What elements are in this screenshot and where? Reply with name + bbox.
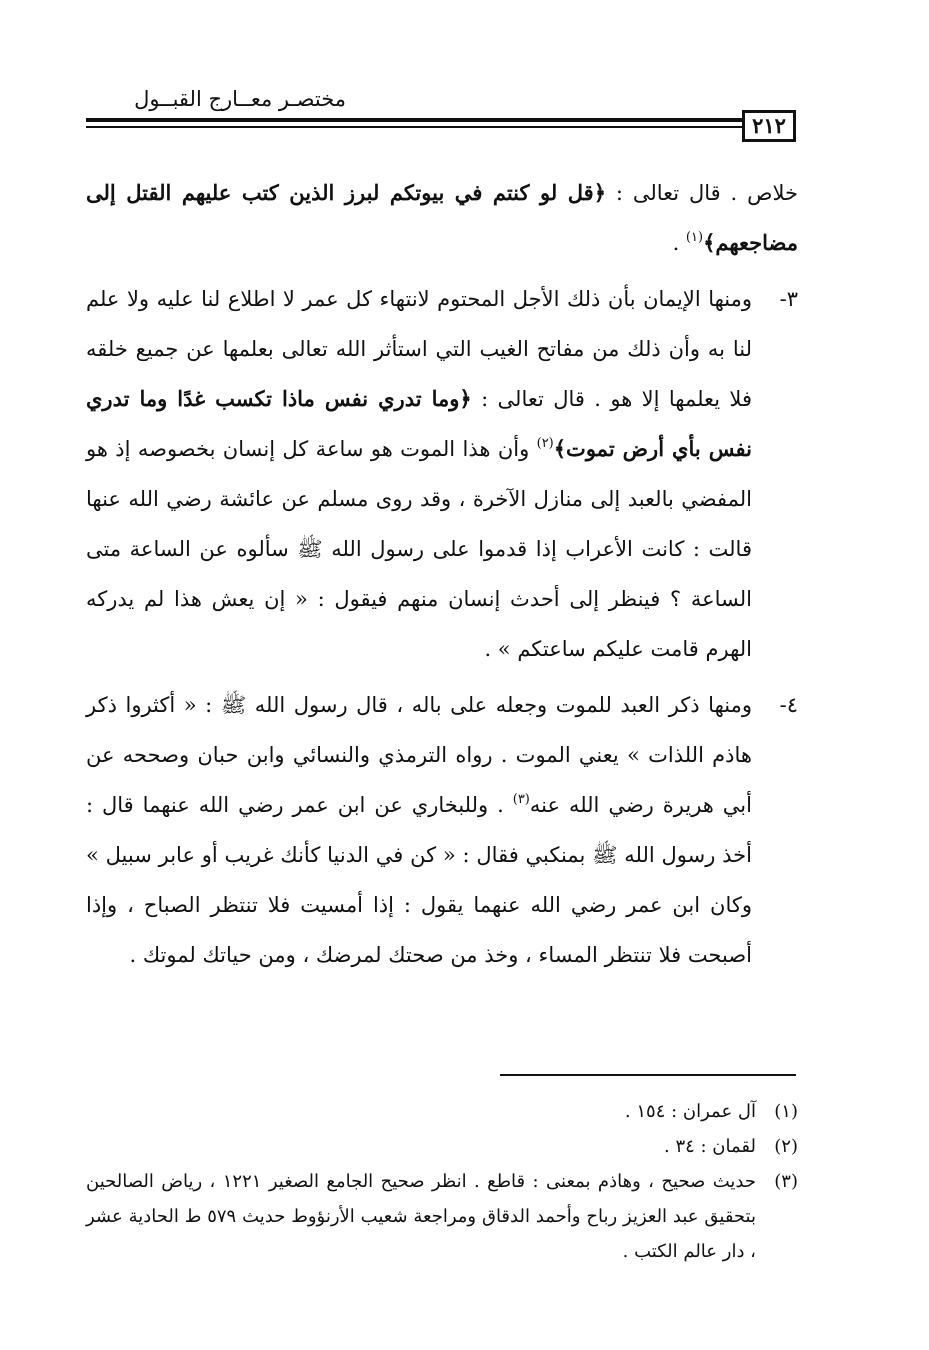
footnote-text: حديث صحيح ، وهاذم بمعنى : قاطع . انظر صحيح الجامع الصغير ١٢٢١ ، رياض الصالحين بتحقيق عبد العزيز رباح وأحمد الدقاق ومراجعة شعيب الأرنؤوط حديث ٥٧٩ ط الحادية عشر ، دار عالم الكتب . xyxy=(86,1171,756,1262)
list-item-4 xyxy=(86,680,798,980)
item-text: وأن هذا الموت هو ساعة كل إنسان بخصوصه إذ هو المفضي بالعبد إلى منازل الآخرة ، وقد روى مسلم عن عائشة رضي الله عنها قالت : كانت الأعراب إذا قدموا على رسول الله ﷺ سألوه عن الساعة متى الساعة ؟ فينظر إلى أحدث إنسان منهم فيقول : « إن يعش هذا لم يدركه الهرم قامت عليكم ساعتكم » . xyxy=(86,437,752,661)
footnote-ref: (٣) xyxy=(512,792,530,807)
footnote-3 xyxy=(86,1164,798,1269)
footnote-ref: (١) xyxy=(685,230,704,245)
footnote-number: (٢) xyxy=(774,1136,798,1157)
list-item-3 xyxy=(86,274,798,674)
item-text: ومنها الإيمان بأن ذلك الأجل المحتوم لانتهاء كل عمر لا اطلاع لنا عليه ولا علم لنا به وأن ذلك من مفاتح الغيب التي استأثر الله تعالى بعلمها عن جميع خلقه فلا يعلمها إلا هو . قال تعالى : xyxy=(86,287,752,411)
item-number: ٤- xyxy=(779,693,798,717)
item-text: . وللبخاري عن ابن عمر رضي الله عنهما قال : أخذ رسول الله ﷺ بمنكبي فقال : « كن في الدنيا كأنك غريب أو عابر سبيل » وكان ابن عمر رضي الله عنهما يقول : إذا أمسيت فلا تنتظر الصباح ، وإذا أصبحت فلا تنتظر المساء ، وخذ من صحتك لمرضك ، ومن حياتك لموتك . xyxy=(86,793,752,967)
footnote-2 xyxy=(86,1129,798,1164)
header-rule-thin xyxy=(86,126,742,128)
footnote-ref: (٢) xyxy=(536,436,554,451)
footnote-text: آل عمران : ١٥٤ . xyxy=(624,1101,756,1122)
intro-post: . xyxy=(672,231,686,255)
quran-quote: ﴿قل لو كنتم في بيوتكم لبرز الذين كتب عليهم القتل إلى مضاجعهم﴾ xyxy=(86,180,798,255)
footnote-1 xyxy=(86,1094,798,1129)
footnote-text: لقمان : ٣٤ . xyxy=(663,1136,756,1157)
footnote-separator xyxy=(500,1074,796,1076)
running-title: مختصـر معــارج القبــول xyxy=(134,87,346,111)
quran-quote: ﴿وما تدري نفس ماذا تكسب غدًا وما تدري نفس بأي أرض تموت﴾ xyxy=(86,386,752,461)
item-number: ٣- xyxy=(779,287,798,311)
main-text xyxy=(86,168,798,980)
footnote-number: (١) xyxy=(774,1101,798,1122)
footnotes xyxy=(86,1094,798,1269)
intro-paragraph xyxy=(86,168,798,268)
item-text: ومنها ذكر العبد للموت وجعله على باله ، قال رسول الله ﷺ : « أكثروا ذكر هاذم اللذات » يعني الموت . رواه الترمذي والنسائي وابن حبان وصححه عن أبي هريرة رضي الله عنه xyxy=(86,693,752,817)
page-number: ٢١٢ xyxy=(742,110,796,142)
header-rule-thick xyxy=(86,118,742,122)
footnote-number: (٣) xyxy=(774,1171,798,1192)
intro-pre: خلاص . قال تعالى : xyxy=(606,181,798,205)
